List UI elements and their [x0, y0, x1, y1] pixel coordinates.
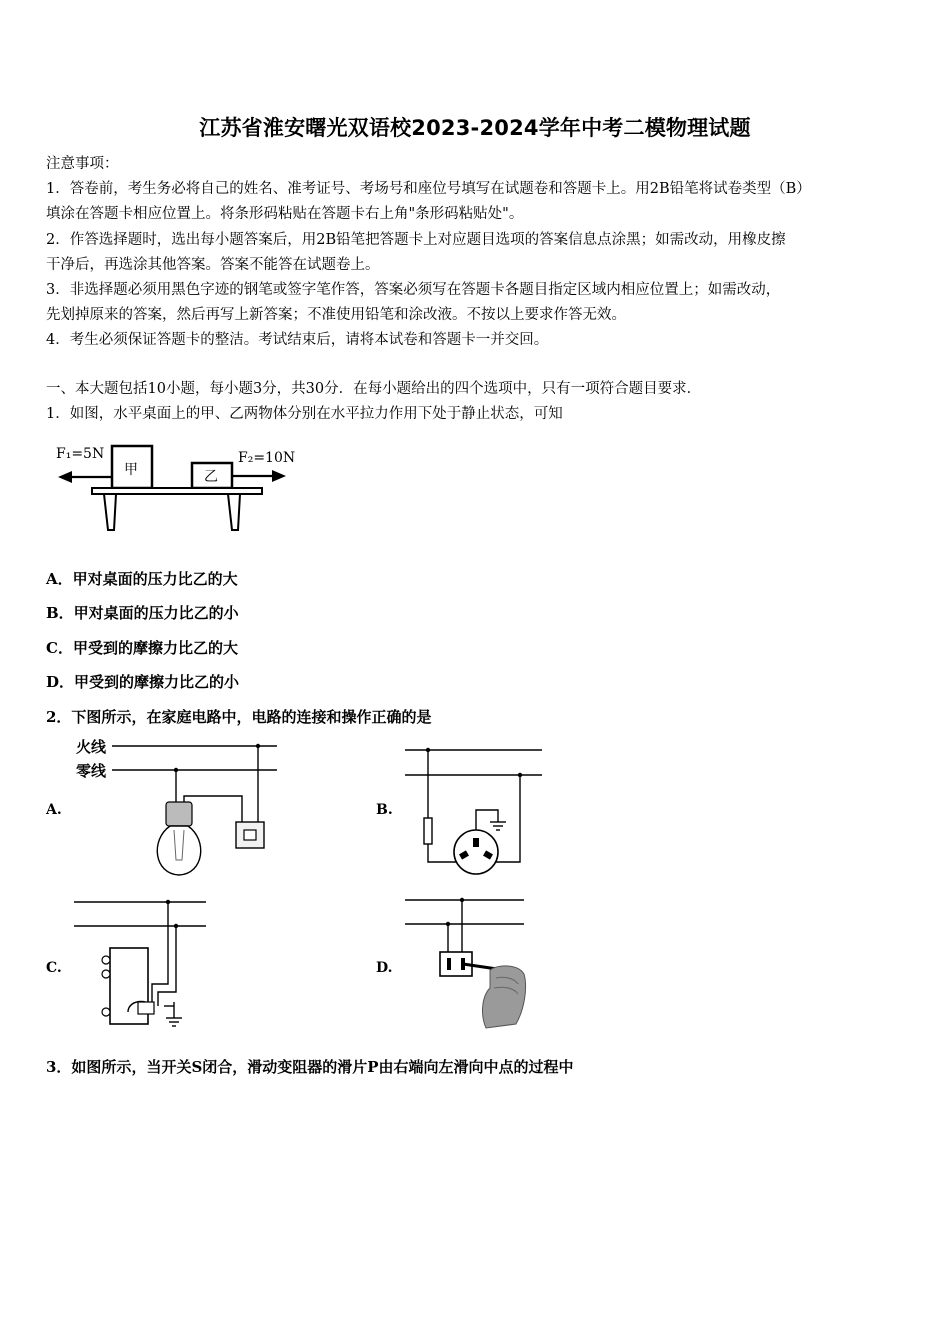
notice-line: 4．考生必须保证答题卡的整洁。考试结束后，请将本试卷和答题卡一并交回。	[46, 332, 549, 348]
q1-option-c: C．甲受到的摩擦力比乙的大	[46, 639, 238, 657]
notice-heading: 注意事项：	[46, 156, 119, 172]
q1-option-b: B．甲对桌面的压力比乙的小	[46, 604, 239, 622]
page-title: 江苏省淮安曙光双语校2023-2024学年中考二模物理试题	[199, 116, 751, 140]
q2-label-a: A.	[46, 802, 62, 818]
fire-wire-label: 火线	[76, 738, 107, 756]
q2-circuit-c	[72, 894, 222, 1034]
block-b-label: 乙	[204, 469, 218, 485]
q2-label-c: C.	[46, 960, 62, 976]
plug-icon	[138, 1002, 154, 1014]
lamp-socket-icon	[166, 802, 192, 826]
socket-icon	[454, 830, 498, 874]
light-bulb-icon	[157, 826, 200, 875]
hand-icon	[483, 966, 526, 1028]
question-1-stem: 1．如图，水平桌面上的甲、乙两物体分别在水平拉力作用下处于静止状态，可知	[46, 406, 563, 422]
arrow-left-icon	[58, 471, 72, 483]
neutral-wire-label: 零线	[76, 762, 107, 780]
section-heading: 一、本大题包括10小题，每小题3分，共30分．在每小题给出的四个选项中，只有一项符合题目要求．	[46, 381, 702, 397]
q2-circuit-d	[400, 892, 550, 1034]
arrow-right-icon	[272, 470, 286, 482]
notice-line: 干净后，再选涂其他答案。答案不能答在试题卷上。	[46, 257, 380, 273]
fuse-icon	[424, 818, 432, 844]
q2-circuit-b	[400, 740, 550, 880]
q2-label-b: B.	[376, 802, 393, 818]
block-a-label: 甲	[124, 462, 138, 478]
notice-line: 1．答卷前，考生务必将自己的姓名、准考证号、考场号和座位号填写在试题卷和答题卡上。用2B铅笔将试卷类型（B）	[46, 181, 811, 197]
question-2-stem: 2．下图所示，在家庭电路中，电路的连接和操作正确的是	[46, 708, 432, 726]
force-f1-label: F₁=5N	[56, 446, 105, 462]
q1-table-figure	[52, 438, 302, 538]
q2-circuit-a	[72, 734, 292, 882]
q1-option-d: D．甲受到的摩擦力比乙的小	[46, 673, 240, 691]
question-3-stem: 3．如图所示，当开关S闭合，滑动变阻器的滑片P由右端向左滑向中点的过程中	[46, 1058, 574, 1076]
q1-option-a: A．甲对桌面的压力比乙的大	[46, 570, 238, 588]
notice-line: 3．非选择题必须用黑色字迹的钢笔或签字笔作答，答案必须写在答题卡各题目指定区域内相应位置上；如需改动，	[46, 282, 781, 298]
force-f2-label: F₂=10N	[238, 450, 296, 466]
q2-label-d: D.	[376, 960, 393, 976]
notice-line: 填涂在答题卡相应位置上。将条形码粘贴在答题卡右上角"条形码粘贴处"。	[46, 206, 524, 222]
notice-line: 2．作答选择题时，选出每小题答案后，用2B铅笔把答题卡上对应题目选项的答案信息点涂黑；如需改动，用橡皮擦	[46, 232, 786, 248]
notice-line: 先划掉原来的答案，然后再写上新答案；不准使用铅笔和涂改液。不按以上要求作答无效。	[46, 307, 626, 323]
